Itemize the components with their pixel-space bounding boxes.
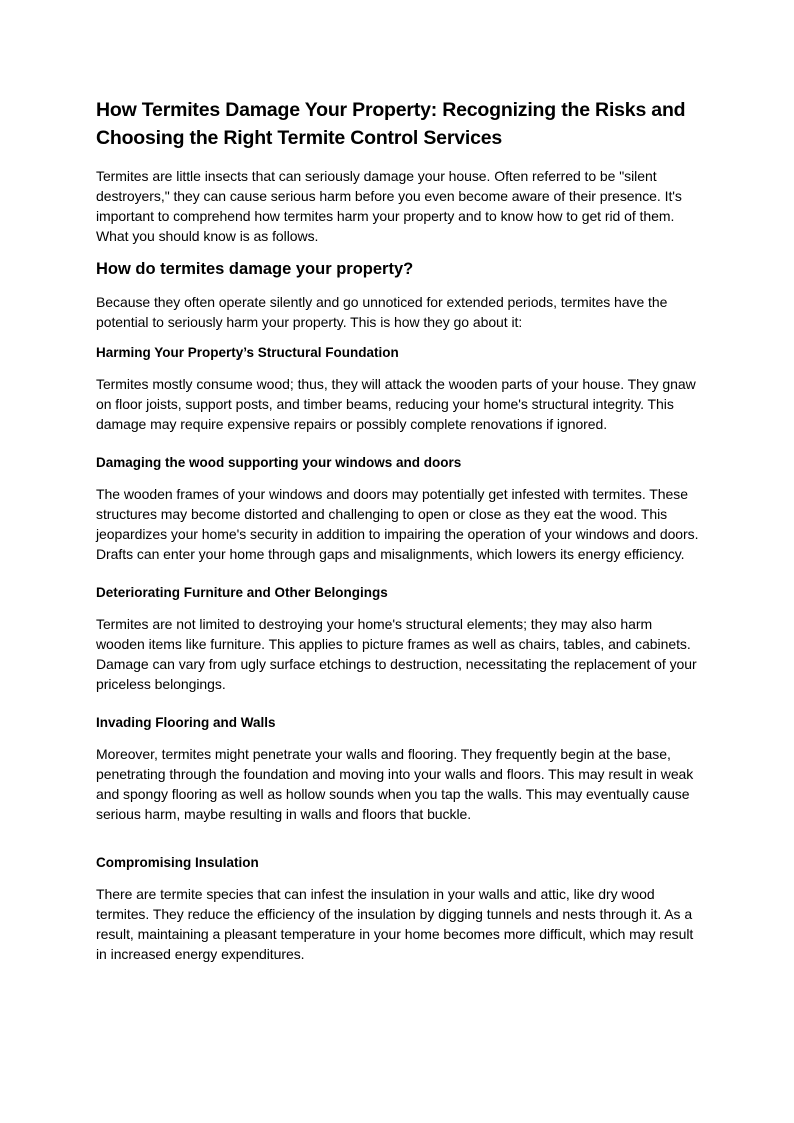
subsection-body-furniture: Termites are not limited to destroying your home's structural elements; they may also harm wooden items like furniture. This applies to picture frames as well as chairs, tables, and cabinets. Damage can vary from ugly surface etchings to destruction, necessitating the replacement of your priceless belongings.	[96, 616, 697, 692]
document-title: How Termites Damage Your Property: Recognizing the Risks and Choosing the Right Termite Control Services	[96, 99, 686, 149]
document-page	[96, 96, 700, 964]
subsection-heading-flooring-walls: Invading Flooring and Walls	[96, 715, 276, 730]
subsection-heading-furniture: Deteriorating Furniture and Other Belongings	[96, 585, 388, 600]
subsection-body-insulation: There are termite species that can infest the insulation in your walls and attic, like dry wood termites. They reduce the efficiency of the insulation by digging tunnels and nests through it. As a result, maintaining a pleasant temperature in your home becomes more difficult, which may result in increased energy expenditures.	[96, 886, 694, 962]
section-heading: How do termites damage your property?	[96, 260, 414, 278]
subsection-body-windows-doors: The wooden frames of your windows and doors may potentially get infested with termites. These structures may become distorted and challenging to open or close as they eat the wood. This jeopardizes your home's security in addition to impairing the operation of your windows and doors. Drafts can enter your home through gaps and misalignments, which lowers its energy efficiency.	[96, 486, 699, 562]
subsection-body-flooring-walls: Moreover, termites might penetrate your walls and flooring. They frequently begin at the base, penetrating through the foundation and moving into your walls and floors. This may result in weak and spongy flooring as well as hollow sounds when you tap the walls. This may eventually cause serious harm, maybe resulting in walls and floors that buckle.	[96, 746, 694, 822]
section-intro-paragraph: Because they often operate silently and go unnoticed for extended periods, termites have the potential to seriously harm your property. This is how they go about it:	[96, 294, 668, 330]
subsection-heading-insulation: Compromising Insulation	[96, 855, 259, 870]
subsection-body-structural-foundation: Termites mostly consume wood; thus, they will attack the wooden parts of your house. They gnaw on floor joists, support posts, and timber beams, reducing your home's structural integrity. This damage may require expensive repairs or possibly complete renovations if ignored.	[96, 376, 696, 432]
subsection-heading-windows-doors: Damaging the wood supporting your windows and doors	[96, 455, 462, 470]
subsection-heading-structural-foundation: Harming Your Property’s Structural Foundation	[96, 345, 399, 360]
intro-paragraph: Termites are little insects that can seriously damage your house. Often referred to be "silent destroyers," they can cause serious harm before you even become aware of their presence. It's important to comprehend how termites harm your property and to know how to get rid of them. What you should know is as follows.	[96, 168, 682, 244]
